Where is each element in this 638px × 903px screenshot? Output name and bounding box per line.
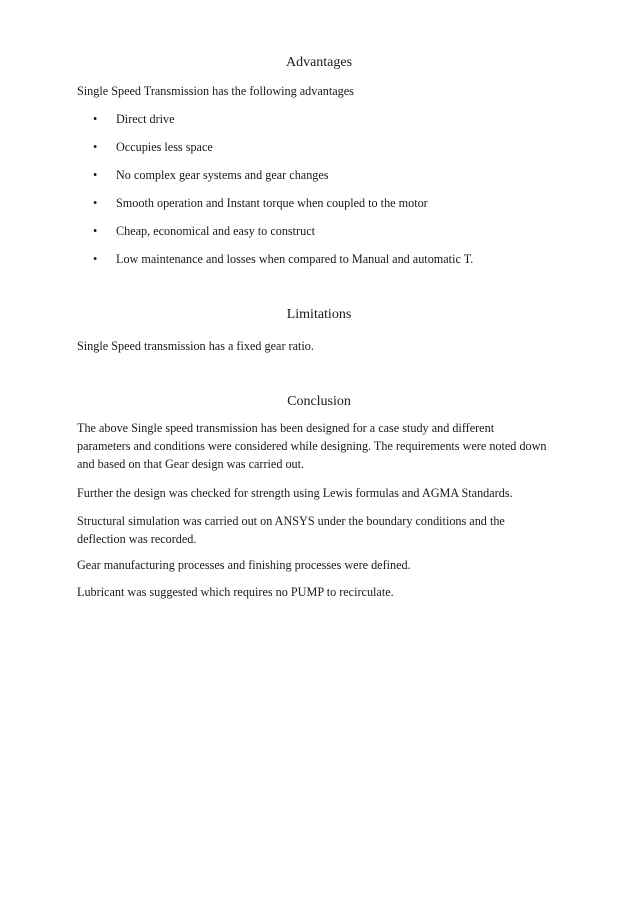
- bullet-icon: •: [93, 196, 98, 210]
- limitations-text: Single Speed transmission has a fixed gear ratio.: [77, 339, 314, 353]
- bullet-icon: •: [93, 252, 98, 266]
- list-item-text: Direct drive: [116, 112, 175, 126]
- bullet-icon: •: [93, 168, 98, 182]
- list-item-text: Low maintenance and losses when compared to Manual and automatic T.: [116, 252, 474, 266]
- conclusion-heading: Conclusion: [287, 394, 351, 409]
- conclusion-paragraph-4: Gear manufacturing processes and finishing processes were defined.: [77, 558, 411, 572]
- limitations-heading: Limitations: [286, 307, 352, 322]
- advantages-list: [77, 110, 557, 278]
- conclusion-paragraph-3: Structural simulation was carried out on ANSYS under the boundary conditions and the deflection was recorded.: [77, 514, 505, 546]
- conclusion-paragraph-1: The above Single speed transmission has been designed for a case study and different parameters and conditions were considered while designing. The requirements were noted down and based on that Gear design was carried out.: [77, 421, 547, 471]
- bullet-icon: •: [93, 112, 98, 126]
- bullet-icon: •: [93, 224, 98, 238]
- list-item: [77, 166, 557, 194]
- advantages-intro: Single Speed Transmission has the following advantages: [77, 84, 354, 98]
- list-item-text: No complex gear systems and gear changes: [116, 168, 329, 182]
- advantages-heading: Advantages: [285, 55, 353, 70]
- conclusion-paragraph-5: Lubricant was suggested which requires no PUMP to recirculate.: [77, 585, 394, 599]
- list-item: [77, 138, 557, 166]
- list-item-text: Cheap, economical and easy to construct: [116, 224, 315, 238]
- list-item: [77, 250, 557, 278]
- bullet-icon: •: [93, 140, 98, 154]
- list-item-text: Occupies less space: [116, 140, 213, 154]
- list-item: [77, 110, 557, 138]
- conclusion-paragraph-2: Further the design was checked for strength using Lewis formulas and AGMA Standards.: [77, 486, 513, 500]
- list-item-text: Smooth operation and Instant torque when coupled to the motor: [116, 196, 428, 210]
- list-item: [77, 194, 557, 222]
- list-item: [77, 222, 557, 250]
